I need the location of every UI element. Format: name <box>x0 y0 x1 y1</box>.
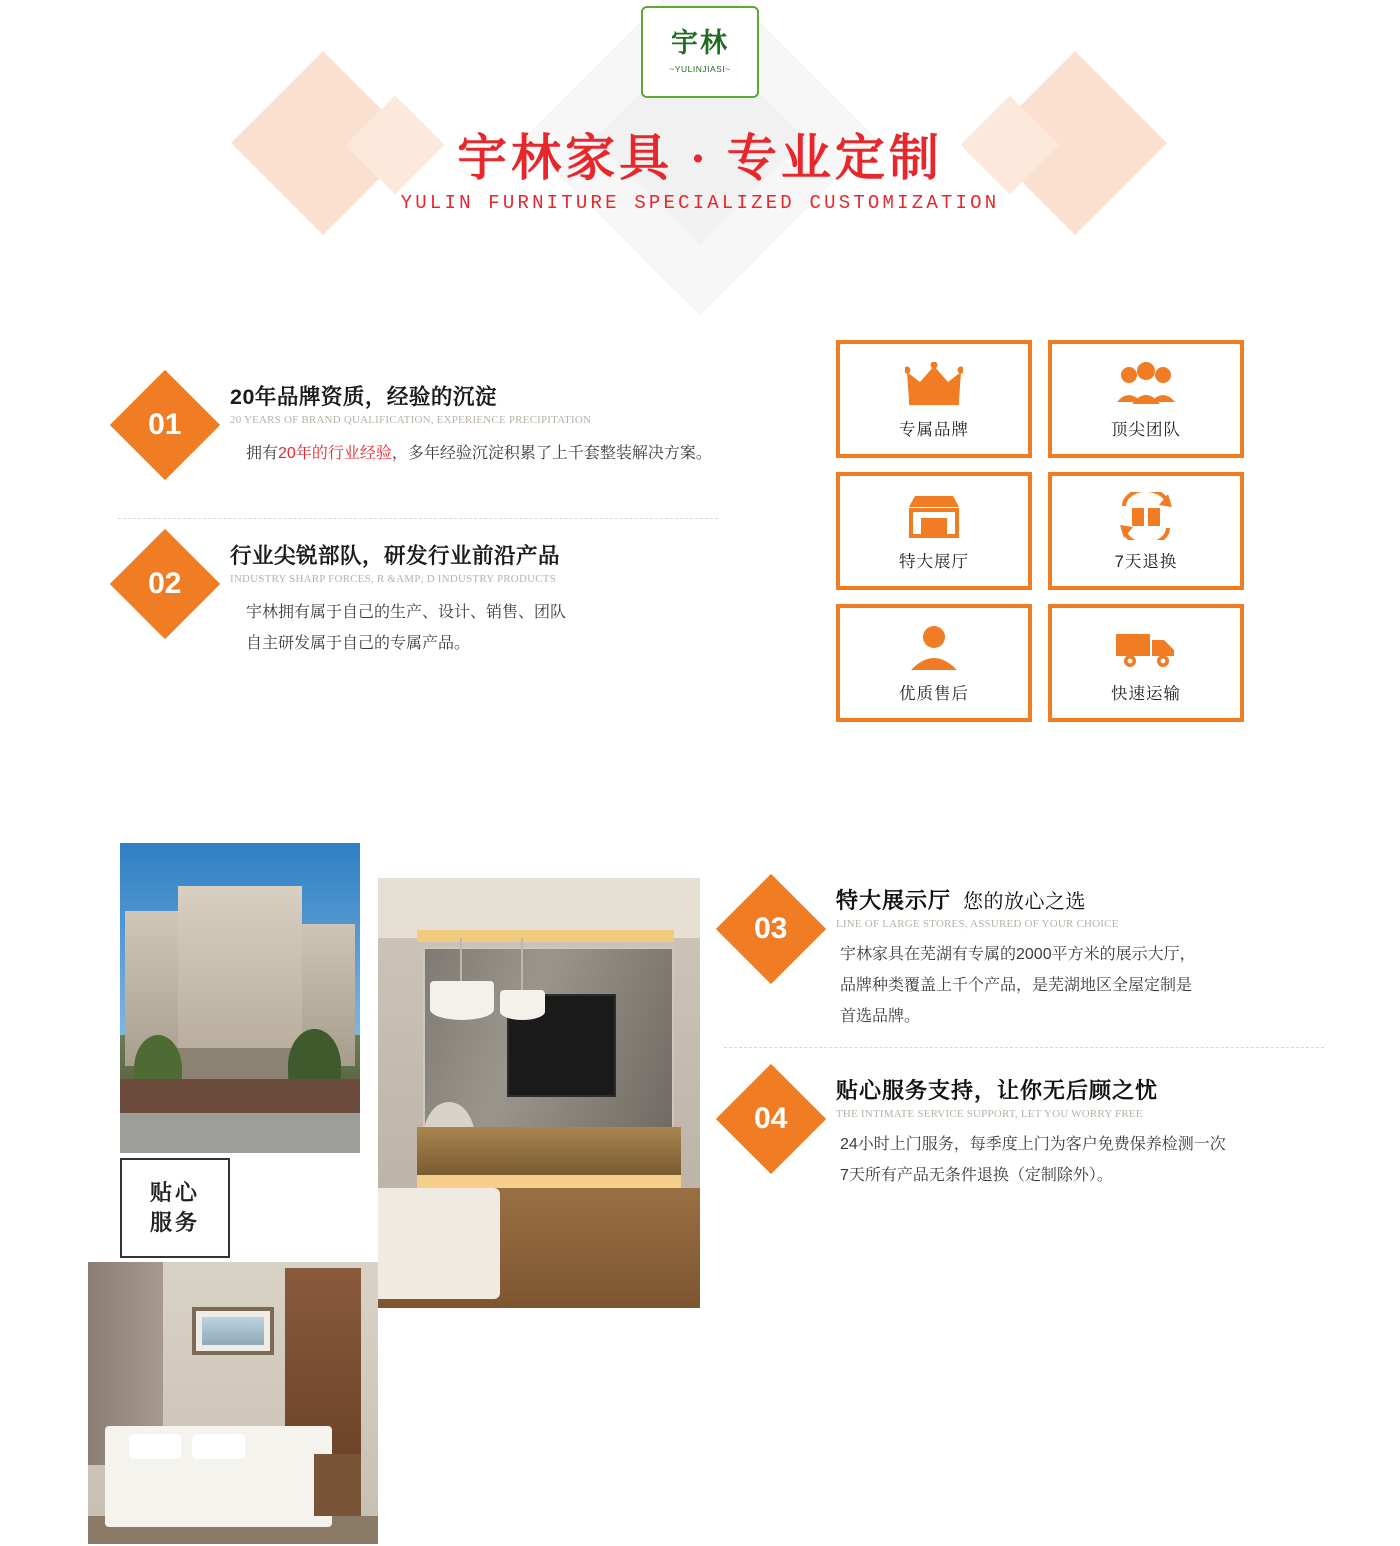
photo-caption-badge <box>120 1158 230 1258</box>
feature-divider-left <box>118 518 718 519</box>
team-icon <box>1115 358 1177 410</box>
service-card-shipping-label: 快速运输 <box>1111 685 1181 703</box>
service-card-team-label: 顶尖团队 <box>1111 421 1181 439</box>
feature-title-02: 行业尖锐部队，研发行业前沿产品 <box>230 544 561 568</box>
service-card-return[interactable] <box>1048 472 1244 590</box>
service-card-brand[interactable] <box>836 340 1032 458</box>
feature-number-02: 02 <box>148 567 182 600</box>
service-card-showroom[interactable] <box>836 472 1032 590</box>
feature-text-01-prefix: 拥有 <box>246 445 279 462</box>
feature-title-03: 特大展示厅 <box>836 888 952 913</box>
feature-list-left <box>118 368 718 667</box>
feature-body-02 <box>230 527 566 659</box>
feature-number-01: 01 <box>148 408 182 441</box>
crown-icon <box>905 358 963 410</box>
feature-divider-right <box>724 1047 1324 1048</box>
feature-text-02-line2: 自主研发属于自己的专属产品。 <box>246 635 471 653</box>
feature-text-04-line2: 7天所有产品无条件退换（定制除外）。 <box>840 1166 1113 1184</box>
feature-text-04-line1: 24小时上门服务，每季度上门为客户免费保养检测一次 <box>840 1135 1226 1153</box>
feature-item-01 <box>118 368 718 508</box>
brand-logo-mark: 宇林 <box>671 28 729 58</box>
feature-title-row-04 <box>836 1074 1226 1105</box>
feature-text-01-highlight: 20年的行业经验 <box>278 445 392 462</box>
feature-text-04 <box>836 1129 1226 1191</box>
page-header <box>0 0 1400 300</box>
feature-item-02 <box>118 527 718 667</box>
feature-number-badge-04 <box>716 1063 826 1173</box>
feature-entitle-03: LINE OF LARGE STORES, ASSURED OF YOUR CHOICE <box>836 918 1119 930</box>
service-agent-icon <box>907 622 961 674</box>
feature-entitle-01: 20 YEARS OF BRAND QUALIFICATION, EXPERIENCE PRECIPITATION <box>230 414 592 426</box>
photo-caption-line2: 服务 <box>149 1210 200 1235</box>
feature-entitle-04: THE INTIMATE SERVICE SUPPORT, LET YOU WORRY FREE <box>836 1107 1143 1120</box>
feature-text-03-line2: 品牌种类覆盖上千个产品，是芜湖地区全屋定制是 <box>840 977 1193 995</box>
service-card-showroom-label: 特大展厅 <box>899 553 969 571</box>
photo-building-exterior <box>120 843 360 1153</box>
brand-logo <box>641 6 759 98</box>
photo-living-room <box>378 878 700 1308</box>
feature-number-04: 04 <box>754 1101 788 1135</box>
feature-text-01-suffix: ，多年经验沉淀积累了上千套整装解决方案。 <box>391 445 712 462</box>
service-card-brand-label: 专属品牌 <box>899 421 969 439</box>
truck-icon <box>1114 622 1178 674</box>
feature-title-01: 20年品牌资质，经验的沉淀 <box>230 385 497 409</box>
feature-text-03 <box>836 939 1196 1033</box>
photo-caption-line1: 贴心 <box>149 1180 200 1206</box>
feature-text-02-line1: 宇林拥有属于自己的生产、设计、销售、团队 <box>246 604 567 621</box>
page-title: 宇林家具 · 专业定制 <box>457 130 943 186</box>
service-card-return-label: 7天退换 <box>1114 553 1178 571</box>
service-card-aftersales-label: 优质售后 <box>899 685 969 703</box>
service-card-shipping[interactable] <box>1048 604 1244 722</box>
feature-entitle-02: INDUSTRY SHARP FORCES, R &AMP; D INDUSTRY PRODUCTS <box>230 573 557 585</box>
service-card-aftersales[interactable] <box>836 604 1032 722</box>
feature-text-01 <box>230 438 712 469</box>
feature-list-right <box>724 872 1344 1202</box>
feature-item-03 <box>724 872 1344 1033</box>
store-icon <box>905 490 963 542</box>
feature-title-row-03 <box>836 884 1196 915</box>
service-icon-grid <box>836 340 1244 722</box>
feature-number-badge-01 <box>110 370 220 480</box>
feature-number-badge-02 <box>110 529 220 639</box>
feature-number-badge-03 <box>716 874 826 984</box>
feature-body-01 <box>230 368 712 469</box>
page-subtitle: YULIN FURNITURE SPECIALIZED CUSTOMIZATION <box>400 192 1000 214</box>
feature-body-04 <box>836 1062 1226 1191</box>
feature-title-alt-03: 您的放心之选 <box>963 891 1087 913</box>
service-card-team[interactable] <box>1048 340 1244 458</box>
feature-text-02 <box>230 597 566 659</box>
feature-item-04 <box>724 1062 1344 1202</box>
feature-title-04: 贴心服务支持，让你无后顾之忧 <box>836 1077 1159 1103</box>
feature-text-03-line3: 首选品牌。 <box>840 1008 921 1026</box>
feature-text-03-line1: 宇林家具在芜湖有专属的2000平方米的展示大厅， <box>840 946 1196 963</box>
feature-body-03 <box>836 872 1196 1033</box>
feature-number-03: 03 <box>754 912 788 945</box>
photo-bedroom <box>88 1262 378 1544</box>
return-icon <box>1116 490 1176 542</box>
brand-logo-subtext: ~YULINJIASI~ <box>669 64 731 74</box>
